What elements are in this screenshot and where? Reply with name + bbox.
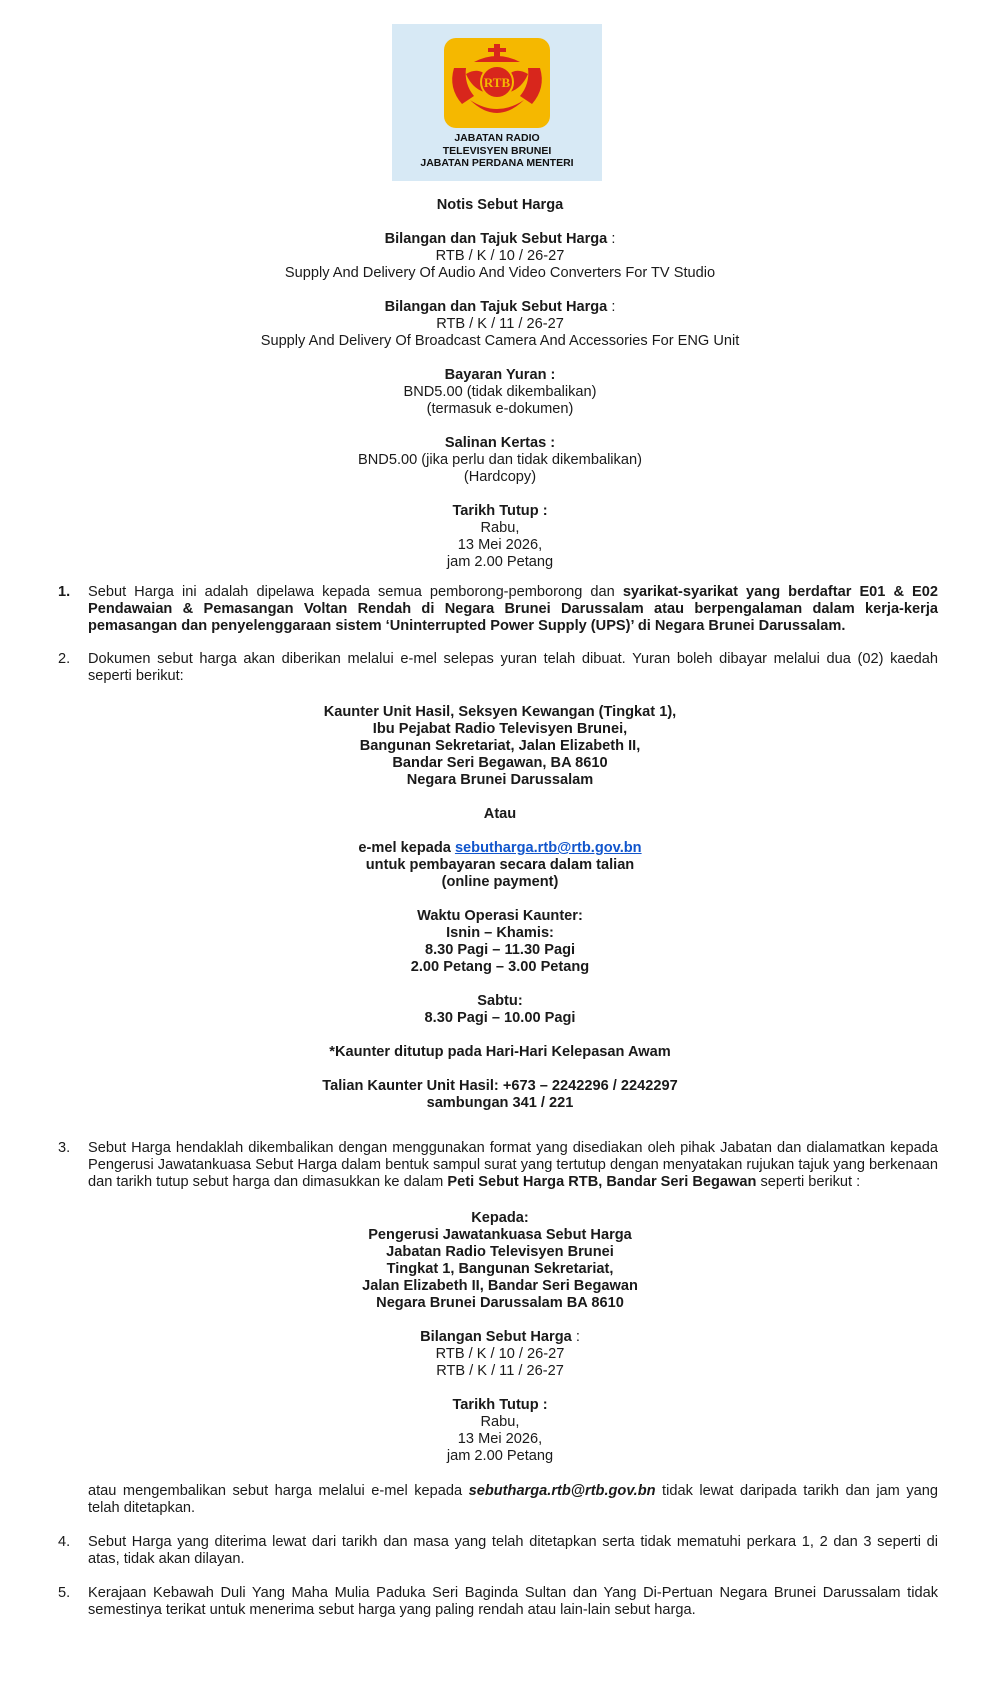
or-text: Atau: [483, 806, 517, 822]
item-2-text: Dokumen sebut harga akan diberikan melalui e-mel selepas yuran telah dibuat. Yuran boleh dibayar melalui dua (02) kaedah seperti berikut:: [88, 651, 938, 684]
paper-note: (Hardcopy): [463, 469, 537, 485]
online-line-1: untuk pembayaran secara dalam talian: [365, 857, 635, 873]
item-1-text-bold: syarikat-syarikat yang berdaftar E01 & E02 Pendawaian & Pemasangan Voltan Rendah di Negara Brunei Darussalam atau berpengalaman dalam kerja-kerja pemasangan dan penyelenggaraan sistem ‘Uninterrupted Power Supply (UPS)’ di Negara Brunei Darussalam.: [88, 584, 938, 634]
paper-block: [0, 435, 1000, 486]
email-link[interactable]: sebutharga.rtb@rtb.gov.bn: [454, 840, 642, 856]
quote-1-title: Supply And Delivery Of Audio And Video Converters For TV Studio: [284, 265, 716, 281]
item-3-after: [58, 1483, 938, 1517]
paper-amount: BND5.00 (jika perlu dan tidak dikembalikan): [358, 452, 642, 468]
item-3-text-bold: Peti Sebut Harga RTB, Bandar Seri Begawan: [447, 1174, 757, 1190]
quote-1-number: RTB / K / 10 / 26-27: [435, 248, 565, 264]
fee-label: Bayaran Yuran :: [444, 367, 556, 383]
payment-methods: [0, 704, 1000, 1112]
after-text-2: tidak lewat daripada tarikh dan jam yang telah ditetapkan.: [88, 1483, 938, 1516]
item-2-number: 2.: [58, 651, 71, 667]
quote-2: Bilangan dan Tajuk Sebut Harga : RTB / K / 11 / 26-27 Supply And Delivery Of Broadcast Camera And Accessories For ENG Unit: [0, 299, 1000, 350]
email-prefix: e-mel kepada: [358, 840, 455, 856]
item-1-number: 1.: [58, 584, 71, 600]
after-email: sebutharga.rtb@rtb.gov.bn: [468, 1483, 656, 1499]
emblem-text: RTB: [483, 75, 511, 90]
closing-day: Rabu,: [480, 520, 520, 536]
closing-date: 13 Mei 2026,: [457, 537, 543, 553]
item-5-number: 5.: [58, 1585, 71, 1601]
logo-line-2: TELEVISYEN BRUNEI: [442, 144, 552, 157]
counter-line-3: Bangunan Sekretariat, Jalan Elizabeth II,: [359, 738, 641, 754]
rtb-logo: [392, 24, 602, 181]
quote-1: Bilangan dan Tajuk Sebut Harga : RTB / K / 10 / 26-27 Supply And Delivery Of Audio And Video Converters For TV Studio: [0, 231, 1000, 282]
quote-2-label: Bilangan dan Tajuk Sebut Harga: [384, 299, 608, 315]
item-3: [58, 1140, 938, 1191]
counter-line-5: Negara Brunei Darussalam: [406, 772, 594, 788]
online-line-2: (online payment): [441, 874, 559, 890]
closing-block: [0, 503, 1000, 571]
item-1: [58, 584, 938, 635]
item-4-text: Sebut Harga yang diterima lewat dari tarikh dan masa yang telah ditetapkan serta tidak mematuhi perkara 1, 2 dan 3 seperti di atas, tidak akan dilayan.: [88, 1534, 938, 1567]
logo-text: [392, 132, 602, 170]
item-4: [58, 1534, 938, 1568]
quote-2-number: RTB / K / 11 / 26-27: [436, 316, 564, 332]
paper-label: Salinan Kertas :: [444, 435, 556, 451]
weekday-am: 8.30 Pagi – 11.30 Pagi: [424, 942, 576, 958]
closed-note: *Kaunter ditutup pada Hari-Hari Kelepasan Awam: [329, 1044, 671, 1060]
quote-2-title: Supply And Delivery Of Broadcast Camera And Accessories For ENG Unit: [260, 333, 740, 349]
quote-1-label: Bilangan dan Tajuk Sebut Harga: [384, 231, 608, 247]
saturday-am: 8.30 Pagi – 10.00 Pagi: [424, 1010, 576, 1026]
refs-label: Bilangan Sebut Harga: [420, 1329, 572, 1345]
item-4-number: 4.: [58, 1534, 71, 1550]
address-line-3: Jabatan Radio Televisyen Brunei: [386, 1244, 614, 1260]
notice-title: Notis Sebut Harga: [436, 197, 564, 213]
saturday-label: Sabtu:: [477, 993, 523, 1009]
address-line-4: Tingkat 1, Bangunan Sekretariat,: [386, 1261, 614, 1277]
notice-header: [0, 197, 1000, 571]
item-3-text: Sebut Harga hendaklah dikembalikan dengan menggunakan format yang disediakan oleh pihak Jabatan dan dialamatkan kepada Pengerusi Jawatankuasa Sebut Harga dalam bentuk sampul surat yang tertutup dengan menyatakan rujukan tajuk yang berkenaan dan tarikh tutup sebut harga dan dimasukkan ke dalam: [88, 1140, 938, 1190]
fee-amount: BND5.00 (tidak dikembalikan): [403, 384, 597, 400]
item-5: [58, 1585, 938, 1619]
closing-time: jam 2.00 Petang: [446, 554, 554, 570]
item-2: [58, 651, 938, 685]
hours-title: Waktu Operasi Kaunter:: [417, 908, 583, 924]
logo-line-3: JABATAN PERDANA MENTERI: [420, 157, 574, 169]
email-line: [0, 840, 1000, 857]
weekday-label: Isnin – Khamis:: [446, 925, 554, 941]
fee-block: [0, 367, 1000, 418]
item-1-text: Sebut Harga ini adalah dipelawa kepada semua pemborong-pemborong dan: [88, 584, 623, 600]
item-3-number: 3.: [58, 1140, 71, 1156]
weekday-pm: 2.00 Petang – 3.00 Petang: [410, 959, 590, 975]
after-text-1: atau mengembalikan sebut harga melalui e-mel kepada: [88, 1483, 469, 1499]
item-3-text-tail: seperti berikut :: [756, 1174, 861, 1190]
counter-line-1: Kaunter Unit Hasil, Seksyen Kewangan (Tingkat 1),: [323, 704, 677, 720]
return-refs: Bilangan Sebut Harga : RTB / K / 10 / 26-27 RTB / K / 11 / 26-27 Tarikh Tutup : Rabu, 13 Mei 2026, jam 2.00 Petang: [0, 1329, 1000, 1465]
fee-note: (termasuk e-dokumen): [426, 401, 574, 417]
address-line-5: Jalan Elizabeth II, Bandar Seri Begawan: [362, 1278, 638, 1294]
counter-line-2: Ibu Pejabat Radio Televisyen Brunei,: [372, 721, 628, 737]
address-line-6: Negara Brunei Darussalam BA 8610: [376, 1295, 624, 1311]
rtb-emblem-icon: [444, 38, 550, 128]
logo-line-1: JABATAN RADIO: [454, 132, 540, 144]
address-line-2: Pengerusi Jawatankuasa Sebut Harga: [368, 1227, 632, 1243]
ref-1: RTB / K / 10 / 26-27: [435, 1346, 565, 1362]
ref-2: RTB / K / 11 / 26-27: [436, 1363, 564, 1379]
return-closing-time: jam 2.00 Petang: [446, 1448, 554, 1464]
closing-label: Tarikh Tutup :: [452, 503, 548, 519]
counter-phone: Talian Kaunter Unit Hasil: +673 – 2242296 / 2242297: [322, 1078, 678, 1094]
return-closing-label: Tarikh Tutup :: [452, 1397, 548, 1413]
return-closing-date: 13 Mei 2026,: [457, 1431, 543, 1447]
return-closing-day: Rabu,: [480, 1414, 520, 1430]
counter-line-4: Bandar Seri Begawan, BA 8610: [392, 755, 608, 771]
return-address: [0, 1210, 1000, 1312]
item-5-text: Kerajaan Kebawah Duli Yang Maha Mulia Paduka Seri Baginda Sultan dan Yang Di-Pertuan Negara Brunei Darussalam tidak semestinya terikat untuk menerima sebut harga yang paling rendah atau lain-lain sebut harga.: [88, 1585, 938, 1618]
counter-extension: sambungan 341 / 221: [426, 1095, 574, 1111]
address-line-1: Kepada:: [471, 1210, 529, 1226]
